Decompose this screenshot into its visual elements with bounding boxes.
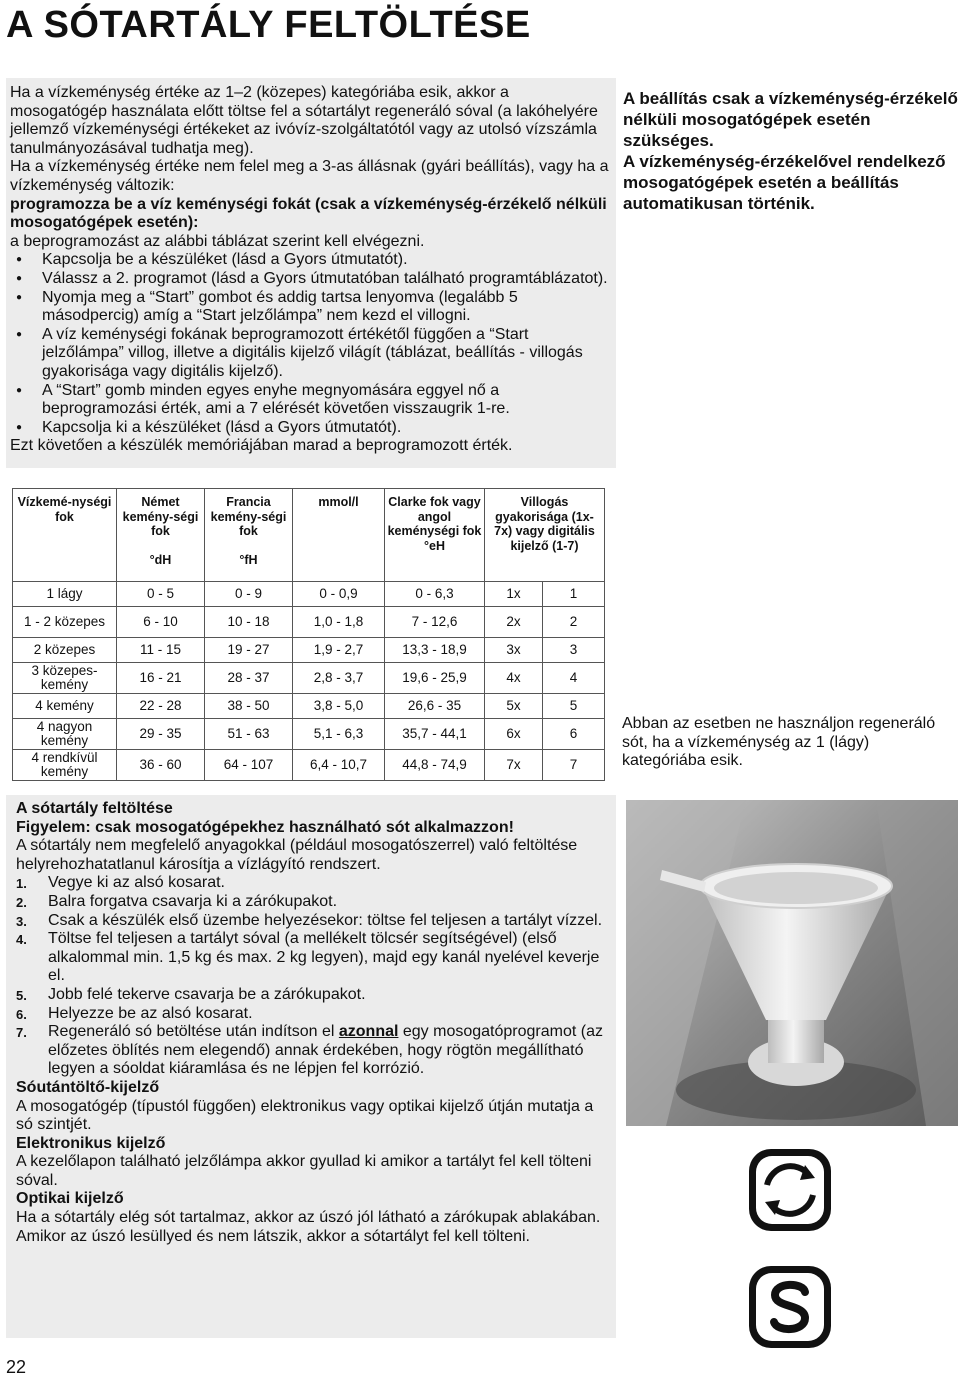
salt-letter-s-icon	[745, 1262, 835, 1352]
indicator-heading: Sóutántöltő-kijelző	[16, 1078, 160, 1096]
table-body	[13, 582, 605, 781]
instruction-bullets	[10, 251, 610, 437]
header-german-degree: Német kemény-ségi fok °dH	[117, 489, 205, 582]
table-cell: 4 nagyon kemény	[13, 719, 117, 750]
salt-refill-arrows-icon	[745, 1145, 835, 1235]
table-cell: 22 - 28	[117, 694, 205, 719]
table-cell: 6x	[485, 719, 543, 750]
step-item: 5. Jobb felé tekerve csavarja be a zárókupakot.	[16, 985, 366, 1003]
table-row	[13, 694, 605, 719]
table-row	[13, 663, 605, 694]
fill-heading: A sótartály feltöltése	[16, 800, 173, 817]
table-row	[13, 607, 605, 638]
bullet-icon: ●	[16, 291, 23, 303]
table-cell: 4x	[485, 663, 543, 694]
step-item: 7. Regeneráló só betöltése után indítson el azonnal egy mosogatóprogramot (az előzetes öblítés nem elegendő) annak érdekében, hogy rögtön megállítható legyen a sóoldat kiáramlása és ne lépjen fel korrózió.	[16, 1023, 603, 1078]
optical-text-1: Ha a sótartály elég sót tartalmaz, akkor az úszó jól látható a zárókupak ablakában.	[16, 1209, 601, 1227]
step-item: 6. Helyezze be az alsó kosarat.	[16, 1004, 253, 1022]
header-hardness-level: Vízkemé-nységi fok	[13, 489, 117, 582]
water-hardness-table	[12, 488, 605, 781]
bullet-icon: ●	[16, 272, 23, 284]
table-cell: 28 - 37	[205, 663, 293, 694]
table-cell: 4 rendkívül kemény	[13, 750, 117, 781]
table-cell: 5x	[485, 694, 543, 719]
header-mmol: mmol/l	[293, 489, 385, 582]
fill-steps	[16, 874, 612, 1079]
intro-paragraph-1: Ha a vízkeménység értéke az 1–2 (közepes) kategóriába esik, akkor a mosogatógép használata előtt töltse fel a sótartályt regeneráló sóval (a lakóhelyére jellemző vízkeménységi értékeket az ivóvíz-szolgáltatótól vagy az utolsó vízszámla tanulmányozásával tudhatja meg).	[10, 84, 598, 157]
table-cell: 6	[543, 719, 605, 750]
page-title: A SÓTARTÁLY FELTÖLTÉSE	[6, 4, 531, 46]
page-number: 22	[6, 1357, 27, 1377]
table-cell: 6 - 10	[117, 607, 205, 638]
table-cell: 0 - 5	[117, 582, 205, 607]
bullet-icon: ●	[16, 421, 23, 433]
table-cell: 2 közepes	[13, 638, 117, 663]
bullet-item: ● A víz keménységi fokának beprogramozott értékétől függően a “Start jelzőlámpa” villog, illetve a digitális kijelző világít (táblázat, beállítás - villogás gyakorisága vagy digitális kijelző).	[16, 325, 583, 380]
table-cell: 19,6 - 25,9	[385, 663, 485, 694]
intro-closing: Ezt követően a készülék memóriájában marad a beprogramozott érték.	[10, 437, 513, 455]
table-cell: 7x	[485, 750, 543, 781]
electronic-text: A kezelőlapon található jelzőlámpa akkor gyullad ki amikor a tartályt fel kell tölteni sóval.	[16, 1153, 592, 1189]
intro-text	[10, 84, 610, 456]
table-cell: 7	[543, 750, 605, 781]
table-cell: 6,4 - 10,7	[293, 750, 385, 781]
optical-heading: Optikai kijelző	[16, 1190, 124, 1208]
table-cell: 51 - 63	[205, 719, 293, 750]
table-cell: 3	[543, 638, 605, 663]
bullet-icon: ●	[16, 384, 23, 396]
optical-text-2: Amikor az úszó lesüllyed és nem látszik, akkor a sótartályt fel kell tölteni.	[16, 1227, 530, 1245]
side-note	[623, 88, 958, 214]
step-item: 1. Vegye ki az alsó kosarat.	[16, 874, 225, 892]
intro-paragraph-bold: programozza be a víz keménységi fokát (csak a vízkeménység-érzékelő nélküli mosogatógépek esetén):	[10, 195, 607, 232]
bullet-item: ● Kapcsolja ki a készüléket (lásd a Gyors útmutatót).	[16, 418, 402, 436]
table-cell: 1,0 - 1,8	[293, 607, 385, 638]
table-cell: 38 - 50	[205, 694, 293, 719]
step-item: 3. Csak a készülék első üzembe helyezésekor: töltse fel teljesen a tartályt vízzel.	[16, 911, 603, 929]
header-clarke-degree: Clarke fok vagy angol keménységi fok °eH	[385, 489, 485, 582]
table-cell: 29 - 35	[117, 719, 205, 750]
table-header-row	[13, 489, 605, 582]
table-cell: 3x	[485, 638, 543, 663]
table-cell: 36 - 60	[117, 750, 205, 781]
table-cell: 3,8 - 5,0	[293, 694, 385, 719]
indicator-text: A mosogatógép (típustól függően) elektronikus vagy optikai kijelző útján mutatja a só szintjét.	[16, 1097, 594, 1134]
table-cell: 0 - 0,9	[293, 582, 385, 607]
side-note-1: A beállítás csak a vízkeménység-érzékelő nélküli mosogatógépek esetén szükséges.	[623, 89, 958, 150]
table-row	[13, 750, 605, 781]
bullet-item: ● A “Start” gomb minden egyes enyhe megnyomására eggyel nő a beprogramozási érték, ami a 7 elérését követően visszaugrik 1-re.	[16, 381, 510, 418]
table-cell: 5,1 - 6,3	[293, 719, 385, 750]
table-cell: 16 - 21	[117, 663, 205, 694]
table-cell: 0 - 9	[205, 582, 293, 607]
side-note-2: A vízkeménység-érzékelővel rendelkező mosogatógépek esetén a beállítás automatikusan történik.	[623, 152, 946, 213]
funnel-illustration	[626, 800, 958, 1126]
table-row	[13, 582, 605, 607]
table-cell: 3 közepes-kemény	[13, 663, 117, 694]
table-cell: 11 - 15	[117, 638, 205, 663]
fill-intro: A sótartály nem megfelelő anyagokkal (például mosogatószerrel) való feltöltése helyrehozhatatlanul károsítja a vízlágyító rendszert.	[16, 837, 578, 873]
table-cell: 0 - 6,3	[385, 582, 485, 607]
table-cell: 35,7 - 44,1	[385, 719, 485, 750]
step-item: 2. Balra forgatva csavarja ki a zárókupakot.	[16, 892, 338, 910]
table-cell: 2	[543, 607, 605, 638]
table-cell: 44,8 - 74,9	[385, 750, 485, 781]
table-cell: 1	[543, 582, 605, 607]
table-cell: 26,6 - 35	[385, 694, 485, 719]
intro-paragraph-2: Ha a vízkeménység értéke nem felel meg a 3-as állásnak (gyári beállítás), vagy ha a vízkeménység változik:	[10, 158, 609, 194]
table-cell: 1 - 2 közepes	[13, 607, 117, 638]
header-blink-frequency: Villogás gyakorisága (1x-7x) vagy digitális kijelző (1-7)	[485, 489, 605, 582]
table-cell: 19 - 27	[205, 638, 293, 663]
table-cell: 13,3 - 18,9	[385, 638, 485, 663]
header-french-degree: Francia kemény-ségi fok °fH	[205, 489, 293, 582]
step-item: 4. Töltse fel teljesen a tartályt sóval (a mellékelt tölcsér segítségével) (első alkalommal min. 1,5 kg és max. 2 kg legyen), majd egy kanál nyelével keverje el.	[16, 930, 600, 985]
bullet-item: ● Nyomja meg a “Start” gombot és addig tartsa lenyomva (legalább 5 másodpercig) amíg a “Start jelzőlámpa” nem kezd el villogni.	[16, 288, 518, 325]
table-cell: 1,9 - 2,7	[293, 638, 385, 663]
table-cell: 4 kemény	[13, 694, 117, 719]
fill-warning: Figyelem: csak mosogatógépekhez használható sót alkalmazzon!	[16, 818, 514, 836]
table-cell: 7 - 12,6	[385, 607, 485, 638]
bullet-item: ● Kapcsolja be a készüléket (lásd a Gyors útmutatót).	[16, 251, 408, 269]
table-cell: 64 - 107	[205, 750, 293, 781]
intro-paragraph-4: a beprogramozást az alábbi táblázat szerint kell elvégezni.	[10, 232, 425, 250]
table-row	[13, 719, 605, 750]
table-note: Abban az esetben ne használjon regeneráló sót, ha a vízkeménység az 1 (lágy) kategóriába esik.	[622, 715, 936, 769]
bullet-item: ● Válassz a 2. programot (lásd a Gyors útmutatóban található programtáblázatot).	[16, 269, 608, 287]
bullet-icon: ●	[16, 254, 23, 266]
table-row	[13, 638, 605, 663]
table-cell: 10 - 18	[205, 607, 293, 638]
electronic-heading: Elektronikus kijelző	[16, 1134, 166, 1152]
table-cell: 5	[543, 694, 605, 719]
table-cell: 2x	[485, 607, 543, 638]
table-cell: 2,8 - 3,7	[293, 663, 385, 694]
table-cell: 1 lágy	[13, 582, 117, 607]
salt-funnel-photo	[626, 800, 958, 1126]
fill-text	[16, 800, 612, 1246]
table-cell: 4	[543, 663, 605, 694]
table-cell: 1x	[485, 582, 543, 607]
bullet-icon: ●	[16, 328, 23, 340]
